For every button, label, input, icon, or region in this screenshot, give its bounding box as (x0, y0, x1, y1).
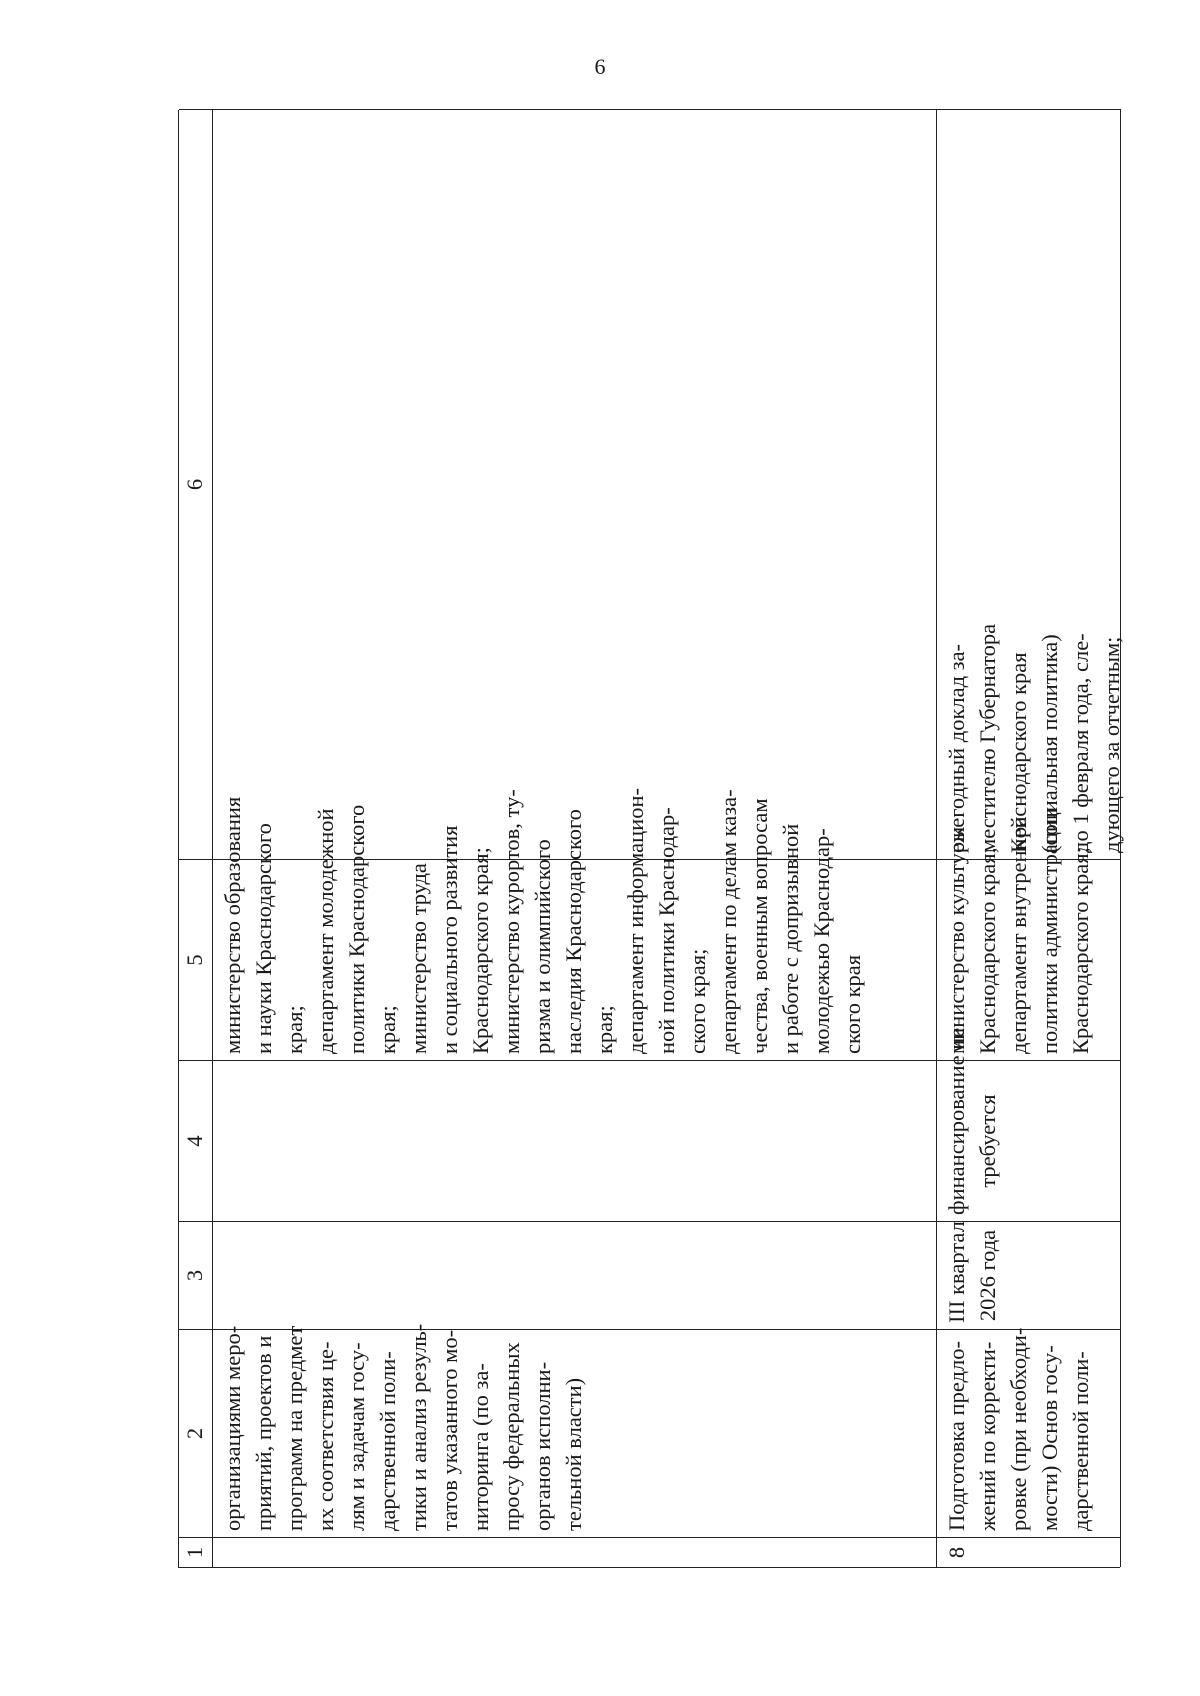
executors-cell (937, 808, 1121, 1060)
text-line: и науки Краснодарского (251, 823, 276, 1054)
text-line: дарственной поли- (1068, 1351, 1093, 1531)
header-cell-col-6: 6 (179, 109, 213, 859)
executors-cell (213, 788, 937, 1060)
text-line: департамент внутренней (1006, 816, 1031, 1054)
text-line: молодежью Краснодар- (809, 828, 834, 1054)
text-line: финансирование не (944, 1027, 969, 1215)
text-line: ского края (840, 954, 865, 1054)
text-line: приятий, проектов и (251, 1335, 276, 1531)
text-line: III квартал (944, 1221, 969, 1323)
text-line: тики и анализ резуль- (406, 1323, 431, 1531)
header-cell-col-4: 4 (179, 1060, 213, 1221)
text-line: их соответствия це- (313, 1341, 338, 1531)
text-line: органов исполни- (530, 1361, 555, 1531)
plan-table (178, 110, 1124, 1568)
page-number: 6 (594, 54, 606, 79)
text-line: наследия Краснодарского (561, 809, 586, 1054)
row-number-cell: 8 (937, 1537, 1121, 1567)
text-line: края; (375, 1005, 400, 1054)
text-line: Подготовка предло- (944, 1341, 969, 1531)
text-line: ной политики Краснодар- (654, 807, 679, 1054)
text-line: края; (592, 1005, 617, 1054)
text-line: министерство труда (406, 863, 431, 1054)
text-line: дарственной поли- (375, 1351, 400, 1531)
text-line: Краснодарского края; (975, 847, 1000, 1054)
text-line: края; (282, 1005, 307, 1054)
text-line: ниторинга (по за- (468, 1363, 493, 1531)
header-cell-col-5: 5 (179, 859, 213, 1060)
text-line: политики Краснодарского (344, 804, 369, 1054)
header-cell-col-3: 3 (179, 1221, 213, 1329)
row-number-cell (213, 1537, 937, 1567)
text-line: департамент по делам каза- (716, 789, 741, 1054)
text-line: и работе с допризывной (778, 823, 803, 1054)
text-line: до 1 февраля года, сле- (1068, 633, 1093, 853)
text-line: департамент информацион- (623, 788, 648, 1054)
measure-cell (937, 1329, 1121, 1537)
text-line: политики администрации (1037, 808, 1062, 1054)
text-line: министерство курортов, ту- (499, 789, 524, 1054)
text-line: лям и задачам госу- (344, 1342, 369, 1531)
text-line: департамент молодежной (313, 808, 338, 1054)
funding-cell (213, 1060, 937, 1221)
text-line: (социальная политика) (1037, 634, 1062, 853)
text-line: тельной власти) (561, 1377, 586, 1531)
text-line: ровке (при необходи- (1006, 1327, 1031, 1531)
text-line: министерство культуры (944, 826, 969, 1054)
text-line: ского края; (685, 948, 710, 1054)
deadline-cell (937, 1221, 1121, 1329)
text-line: жений по корректи- (975, 1341, 1000, 1531)
text-line: татов указанного мо- (437, 1329, 462, 1531)
text-line: чества, военным вопросам (747, 798, 772, 1054)
text-line: программ на предмет (282, 1325, 307, 1531)
text-line: местителю Губернатора (975, 623, 1000, 853)
result-cell (213, 109, 937, 859)
text-line: министерство образования (220, 796, 245, 1054)
header-cell-col-1: 1 (179, 1537, 213, 1567)
result-cell (937, 109, 1124, 859)
text-line: Краснодарского края (1006, 652, 1031, 853)
text-line: ежегодный доклад за- (944, 643, 969, 853)
text-line: просу федеральных (499, 1342, 524, 1531)
text-line: и социального развития (437, 825, 462, 1054)
text-line: требуется (975, 1094, 1000, 1188)
measure-cell (213, 1323, 937, 1537)
header-cell-col-2: 2 (179, 1329, 213, 1537)
text-line: Краснодарского края; (468, 847, 493, 1054)
text-line: организациями меро- (220, 1325, 245, 1531)
text-line: ризма и олимпийского (530, 839, 555, 1054)
text-line: мости) Основ госу- (1037, 1345, 1062, 1531)
text-line: дующего за отчетным; (1099, 636, 1124, 853)
funding-cell (937, 1027, 1121, 1221)
text-line: 2026 года (975, 1229, 1000, 1322)
text-line: Краснодарского края; (1068, 847, 1093, 1054)
deadline-cell (213, 1221, 937, 1329)
